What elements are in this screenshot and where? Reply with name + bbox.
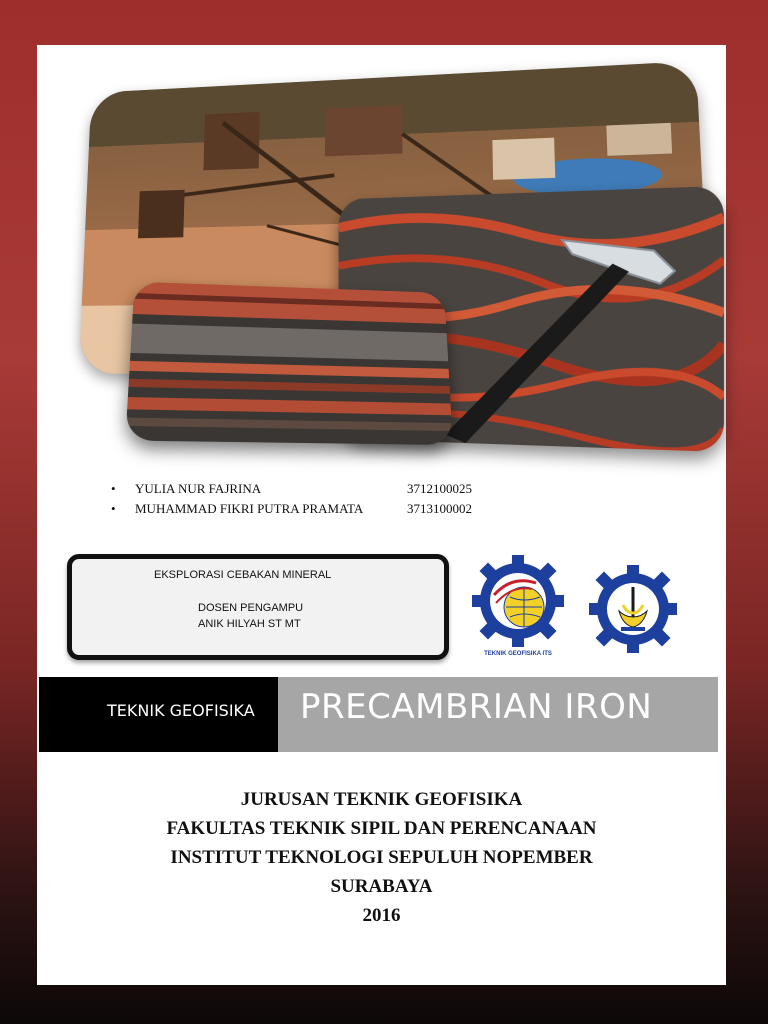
city-line: SURABAYA (330, 876, 433, 897)
bullet-icon: • (111, 501, 116, 516)
document-title: PRECAMBRIAN IRON (300, 687, 653, 727)
institution-block (37, 785, 726, 930)
department-banner-text: TEKNIK GEOFISIKA (107, 701, 255, 720)
course-title: EKSPLORASI CEBAKAN MINERAL (154, 569, 332, 581)
lecturer-label: DOSEN PENGAMPU (198, 602, 304, 614)
department-banner (39, 677, 278, 752)
author-list (111, 481, 551, 521)
cover-page (37, 45, 726, 985)
author-id: 3712100025 (407, 481, 472, 496)
author-row (111, 501, 551, 521)
title-banner (278, 677, 718, 752)
author-id: 3713100002 (407, 501, 472, 516)
department-line: JURUSAN TEKNIK GEOFISIKA (240, 789, 523, 810)
its-logo (589, 565, 677, 653)
institute-line: INSTITUT TEKNOLOGI SEPULUH NOPEMBER (170, 847, 593, 868)
author-name: MUHAMMAD FIKRI PUTRA PRAMATA (135, 501, 364, 516)
lecturer-name: ANIK HILYAH ST MT (198, 618, 301, 630)
author-row (111, 481, 551, 501)
author-name: YULIA NUR FAJRINA (135, 481, 262, 496)
bullet-icon: • (111, 481, 116, 496)
year-line: 2016 (362, 905, 401, 926)
gear-emblem-icon (589, 565, 677, 653)
gear-globe-icon (472, 555, 564, 651)
logo-caption: TEKNIK GEOFISIKA ITS (484, 651, 552, 657)
teknik-geofisika-logo (472, 555, 564, 665)
course-info-box (67, 554, 449, 660)
faculty-line: FAKULTAS TEKNIK SIPIL DAN PERENCANAAN (166, 818, 597, 839)
layered-rock-photo (125, 282, 452, 445)
